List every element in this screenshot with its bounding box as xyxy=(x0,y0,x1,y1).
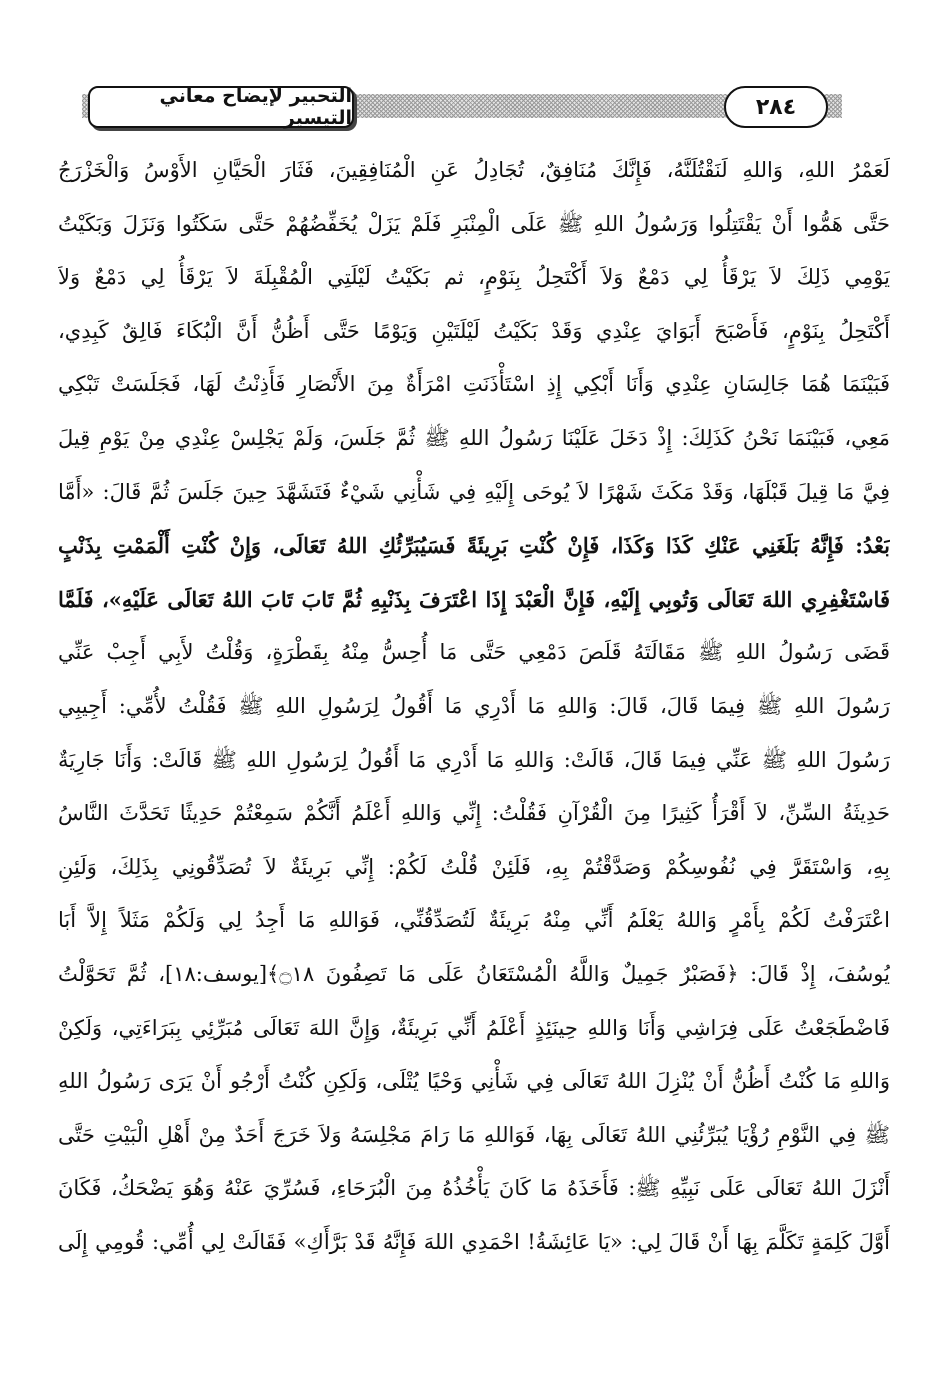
text-line: ﷺ فِي النَّوْمِ رُؤْيَا يُبَرِّئُنِي اللهُ تَعَالَى بِهَا، فَوَاللهِ مَا رَامَ مَجْلِسَهُ وَلاَ خَرَجَ أَحَدٌ مِنْ أَهْلِ الْبَيْتِ حَتَّى xyxy=(58,1122,890,1147)
text-line: أَكْتَحِلُ بِنَوْمٍ، فَأَصْبَحَ أَبَوَايَ عِنْدِي وَقَدْ بَكَيْتُ لَيْلَتَيْنِ وَيَوْمًا حَتَّى أَظُنُّ أَنَّ الْبُكَاءَ فَالِقٌ كَبِدِي، xyxy=(58,318,890,343)
body-text xyxy=(58,144,890,1269)
text-line: قَضَى رَسُولُ اللهِ ﷺ مَقَالَتَهُ قَلَصَ دَمْعِي حَتَّى مَا أُحِسُّ مِنْهُ بِقَطْرَةٍ، وَقُلْتُ لأَبِي أَجِبْ عَنِّي xyxy=(58,640,890,665)
text-line: بِهِ، وَاسْتَقَرَّ فِي نُفُوسِكُمْ وَصَدَّقْتُمْ بِهِ، فَلَئِنْ قُلْتُ لَكُمْ: إِنِّي بَرِيئَةٌ لاَ تُصَدِّقُونِي بِذَلِكَ، وَلَئِنِ xyxy=(58,854,890,879)
text-line: فَبَيْنَمَا هُمَا جَالِسَانِ عِنْدِي وَأَنَا أَبْكِي إِذِ اسْتَأْذَنَتِ امْرَأَةٌ مِنَ الأَنْصَارِ فَأَذِنْتُ لَهَا، فَجَلَسَتْ تَبْكِي xyxy=(58,372,890,397)
text-line-hadith: فَاسْتَغْفِرِي اللهَ تَعَالَى وَتُوبِي إِلَيْهِ، فَإِنَّ الْعَبْدَ إِذَا اعْتَرَفَ بِذَنْبِهِ ثُمَّ تَابَ تَابَ اللهُ تَعَالَى عَلَيْهِ»، فَلَمَّا xyxy=(58,586,890,612)
text-line-hadith: بَعْدُ: فَإِنَّهُ بَلَغَنِي عَنْكِ كَذَا وَكَذَا، فَإِنْ كُنْتِ بَرِيئَةً فَسَيُبَرِّئُكِ اللهُ تَعَالَى، وَإِنْ كُنْتِ أَلْمَمْتِ بِذَنْبٍ xyxy=(58,533,890,559)
text-line: فِيَّ مَا قِيلَ قَبْلَهَا، وَقَدْ مَكَثَ شَهْرًا لاَ يُوحَى إِلَيْهِ فِي شَأْنِي شَيْءٌ فَتَشَهَّدَ حِينَ جَلَسَ ثُمَّ قَالَ: «أَمَّا xyxy=(58,479,890,504)
book-title: التحبير لإيضاح معاني التيسير xyxy=(159,85,352,129)
text-line: مَعِي، فَبَيْنَمَا نَحْنُ كَذَلِكَ: إِذْ دَخَلَ عَلَيْنَا رَسُولُ اللهِ ﷺ ثُمَّ جَلَسَ، وَلَمْ يَجْلِسْ عِنْدِي مِنْ يَوْمِ قِيلَ xyxy=(58,425,890,450)
page-header xyxy=(82,86,842,132)
text-line: حَدِيثَةُ السِّنِّ، لاَ أَقْرَأُ كَثِيرًا مِنَ الْقُرْآنِ فَقُلْتُ: إِنِّي وَاللهِ أَعْلَمُ أَنَّكُمْ سَمِعْتُمْ حَدِيثًا تَحَدَّثَ النَّاسُ xyxy=(58,801,890,826)
text-line: رَسُولَ اللهِ ﷺ فِيمَا قَالَ، قَالَ: وَاللهِ مَا أَدْرِي مَا أَقُولُ لِرَسُولِ اللهِ ﷺ فَقُلْتُ لأُمِّي: أَجِيبِي xyxy=(58,693,890,718)
text-line: أَوَّلَ كَلِمَةٍ تَكَلَّمَ بِهَا أَنْ قَالَ لِي: «يَا عَائِشَةُ! احْمَدِي اللهَ فَإِنَّهُ قَدْ بَرَّأَكِ» فَقَالَتْ لِي أُمِّي: قُومِي إِلَى xyxy=(58,1229,890,1254)
text-line: وَاللهِ مَا كُنْتُ أَظُنُّ أَنْ يُنْزِلَ اللهُ تَعَالَى فِي شَأْنِي وَحْيًا يُتْلَى، وَلَكِنِ كُنْتُ أَرْجُو أَنْ يَرَى رَسُولُ اللهِ xyxy=(58,1069,890,1094)
text-line-quran-verse: يُوسُفَ، إِذْ قَالَ: ﴿فَصَبْرٌ جَمِيلٌ وَاللَّهُ الْمُسْتَعَانُ عَلَى مَا تَصِفُونَ ۝١٨﴾[يوسف:١٨]، ثُمَّ تَحَوَّلْتُ xyxy=(58,961,890,986)
text-line: رَسُولَ اللهِ ﷺ عَنِّي فِيمَا قَالَ، قَالَتْ: وَاللهِ مَا أَدْرِي مَا أَقُولُ لِرَسُولِ اللهِ ﷺ قَالَتْ: وَأَنَا جَارِيَةٌ xyxy=(58,747,890,772)
text-line: لَعَمْرُ اللهِ، وَاللهِ لَنَقْتُلَنَّهُ، فَإِنَّكَ مُنَافِقٌ، تُجَادِلُ عَنِ الْمُنَافِقِينَ، فَثَارَ الْحَيَّانِ الأَوْسُ وَالْخَزْرَجُ xyxy=(58,158,890,182)
page-number: ٢٨٤ xyxy=(755,94,797,120)
text-line: يَوْمِي ذَلِكَ لاَ يَرْقَأُ لِي دَمْعٌ وَلاَ أَكْتَحِلُ بِنَوْمٍ، ثم بَكَيْتُ لَيْلَتِي الْمُقْبِلَةَ لاَ يَرْقَأُ لِي دَمْعٌ وَلاَ xyxy=(58,265,890,290)
text-line: اعْتَرَفْتُ لَكُمْ بِأَمْرٍ وَاللهُ يَعْلَمُ أَنِّي مِنْهُ بَرِيئَةٌ لَتُصَدِّقُنِّي، فَوَاللهِ مَا أَجِدُ لِي وَلَكُمْ مَثَلاً إِلاَّ أَبَا xyxy=(58,908,890,933)
page-number-frame xyxy=(724,86,828,128)
book-title-frame xyxy=(88,86,354,128)
text-line: فَاضْطَجَعْتُ عَلَى فِرَاشِي وَأَنَا وَاللهِ حِينَئِذٍ أَعْلَمُ أَنِّي بَرِيئَةٌ، وَإِنَّ اللهَ تَعَالَى مُبَرِّئِي بِبَرَاءَتِي، وَلَكِنْ xyxy=(58,1015,890,1040)
text-line: أَنْزَلَ اللهُ تَعَالَى عَلَى نَبِيِّهِ ﷺ: فَأَخَذَهُ مَا كَانَ يَأْخُذُهُ مِنَ الْبُرَحَاءِ، فَسُرِّيَ عَنْهُ وَهُوَ يَضْحَكُ، فَكَانَ xyxy=(58,1176,890,1201)
text-line: حَتَّى هَمُّوا أَنْ يَقْتَتِلُوا وَرَسُولُ اللهِ ﷺ عَلَى الْمِنْبَرِ فَلَمْ يَزَلْ يُخَفِّضُهُمْ حَتَّى سَكَتُوا وَنَزَلَ وَبَكَيْتُ xyxy=(58,211,890,236)
